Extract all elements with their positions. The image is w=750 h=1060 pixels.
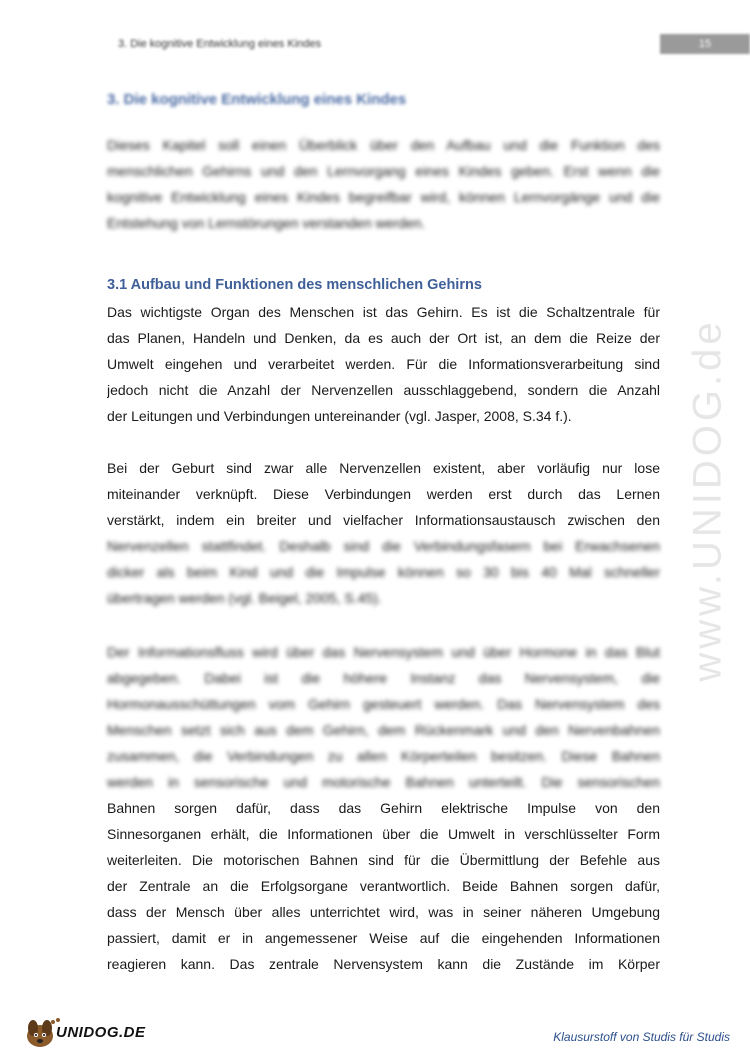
text-line: verstärkt, indem ein breiter und vielfacher Informationsaustausch zwischen den	[107, 512, 660, 528]
text-line: Der Informationsfluss wird über das Nervensystem und über Hormone in das Blut	[107, 644, 660, 660]
text-line: reagieren kann. Das zentrale Nervensystem kann die Zustände im Körper	[107, 956, 660, 972]
logo-text: UNIDOG.DE	[56, 1024, 146, 1041]
text-line: der Leitungen und Verbindungen untereinander (vgl. Jasper, 2008, S.34 f.).	[107, 408, 572, 424]
chapter-title: 3. Die kognitive Entwicklung eines Kindes	[107, 91, 407, 108]
text-line: menschlichen Gehirns und den Lernvorgang eines Kindes geben. Erst wenn die	[107, 163, 660, 179]
text-line: Das wichtigste Organ des Menschen ist das Gehirn. Es ist die Schaltzentrale für	[107, 304, 660, 320]
text-line: Entstehung von Lernstörungen verstanden werden.	[107, 215, 426, 231]
text-line: Umwelt eingehen und verarbeitet werden. Für die Informationsverarbeitung sind	[107, 356, 660, 372]
text-line: übertragen werden (vgl. Beigel, 2005, S.45).	[107, 590, 382, 606]
text-line: der Zentrale an die Erfolgsorgane verantwortlich. Beide Bahnen sorgen dafür,	[107, 878, 660, 894]
text-line: miteinander verknüpft. Diese Verbindungen werden erst durch das Lernen	[107, 486, 660, 502]
text-line: Sinnesorganen erhält, die Informationen über die Umwelt in verschlüsselter Form	[107, 826, 660, 842]
text-line: jedoch nicht die Anzahl der Nervenzellen ausschlaggebend, sondern die Anzahl	[107, 382, 660, 398]
text-line: Nervenzellen stattfindet. Deshalb sind die Verbindungsfasern bei Erwachsenen	[107, 538, 660, 554]
paragraph-2	[107, 455, 660, 611]
text-line: werden in sensorische und motorische Bahnen unterteilt. Die sensorischen	[107, 774, 660, 790]
text-line: Bahnen sorgen dafür, dass das Gehirn elektrische Impulse von den	[107, 800, 660, 816]
text-line: das Planen, Handeln und Denken, da es auch der Ort ist, an dem die Reize der	[107, 330, 660, 346]
text-line: Dieses Kapitel soll einen Überblick über den Aufbau und die Funktion des	[107, 137, 660, 153]
text-line: dicker als beim Kind und die Impulse können so 30 bis 40 Mal schneller	[107, 564, 660, 580]
paragraph-1	[107, 299, 660, 429]
text-line: Menschen setzt sich aus dem Gehirn, dem Rückenmark und den Nervenbahnen	[107, 722, 660, 738]
running-head: 3. Die kognitive Entwicklung eines Kindes	[118, 38, 322, 50]
paragraph-3	[107, 639, 660, 977]
text-line: passiert, damit er in angemessener Weise auf die eingehenden Informationen	[107, 930, 660, 946]
text-line: weiterleiten. Die motorischen Bahnen sind für die Übermittlung der Befehle aus	[107, 852, 660, 868]
text-line: kognitive Entwicklung eines Kindes begreifbar wird, können Lernvorgänge und die	[107, 189, 660, 205]
page-number-badge: 15	[660, 34, 750, 54]
text-line: dass der Mensch über alles unterrichtet wird, was in seiner näheren Umgebung	[107, 904, 660, 920]
text-line: Bei der Geburt sind zwar alle Nervenzellen existent, aber vorläufig nur lose	[107, 460, 660, 476]
section-title: 3.1 Aufbau und Funktionen des menschlichen Gehirns	[107, 277, 482, 293]
chapter-intro	[107, 132, 660, 236]
text-line: zusammen, die Verbindungen zu allen Körperteilen besitzen. Diese Bahnen	[107, 748, 660, 764]
text-line: Hormonausschüttungen vom Gehirn gesteuert werden. Das Nervensystem des	[107, 696, 660, 712]
text-line: abgegeben. Dabei ist die höhere Instanz das Nervensystem, die	[107, 670, 660, 686]
footer-tagline: Klausurstoff von Studis für Studis	[553, 1030, 730, 1044]
watermark: www.UNIDOG.de	[685, 318, 730, 682]
